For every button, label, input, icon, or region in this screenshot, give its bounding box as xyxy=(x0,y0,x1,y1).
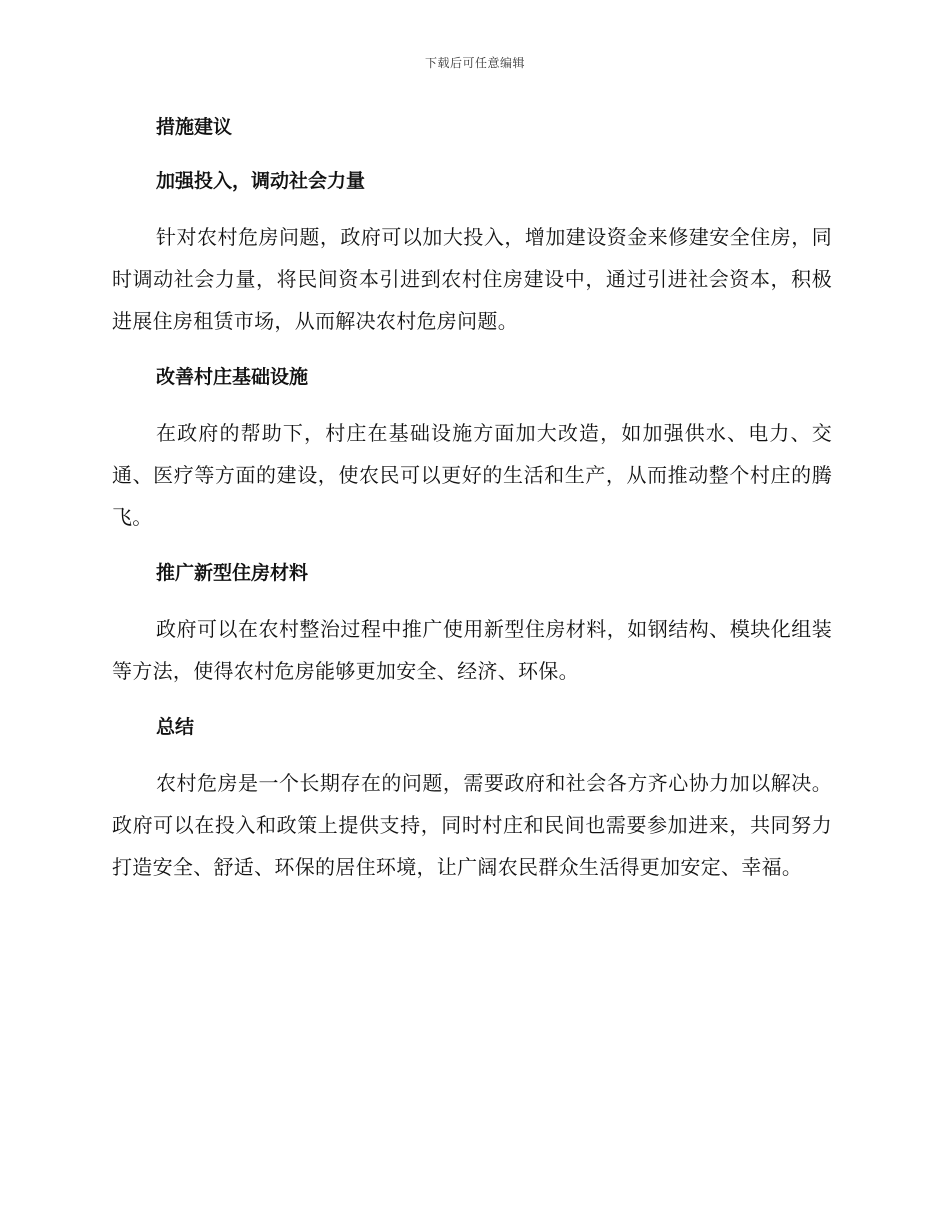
heading-new-materials: 推广新型住房材料 xyxy=(156,562,309,584)
paragraph-new-materials: 政府可以在农村整治过程中推广使用新型住房材料，如钢结构、模块化组装等方法，使得农村危房能够更加安全、经济、环保。 xyxy=(112,617,832,683)
paragraph-summary: 农村危房是一个长期存在的问题，需要政府和社会各方齐心协力加以解决。政府可以在投入和政策上提供支持，同时村庄和民间也需要参加进来，共同努力打造安全、舒适、环保的居住环境，让广阔农民群众生活得更加安定、幸福。 xyxy=(112,771,832,879)
heading-summary: 总结 xyxy=(156,716,195,738)
document-content xyxy=(112,108,832,888)
paragraph-infrastructure: 在政府的帮助下，村庄在基础设施方面加大改造，如加强供水、电力、交通、医疗等方面的建设，使农民可以更好的生活和生产，从而推动整个村庄的腾飞。 xyxy=(112,421,832,529)
heading-infrastructure: 改善村庄基础设施 xyxy=(156,366,309,388)
paragraph-increase-investment: 针对农村危房问题，政府可以加大投入，增加建设资金来修建安全住房，同时调动社会力量，将民间资本引进到农村住房建设中，通过引进社会资本，积极进展住房租赁市场，从而解决农村危房问题。 xyxy=(112,225,832,333)
heading-measures: 措施建议 xyxy=(156,116,233,138)
page-header: 下载后可任意编辑 xyxy=(424,56,525,70)
heading-increase-investment: 加强投入，调动社会力量 xyxy=(156,170,366,192)
